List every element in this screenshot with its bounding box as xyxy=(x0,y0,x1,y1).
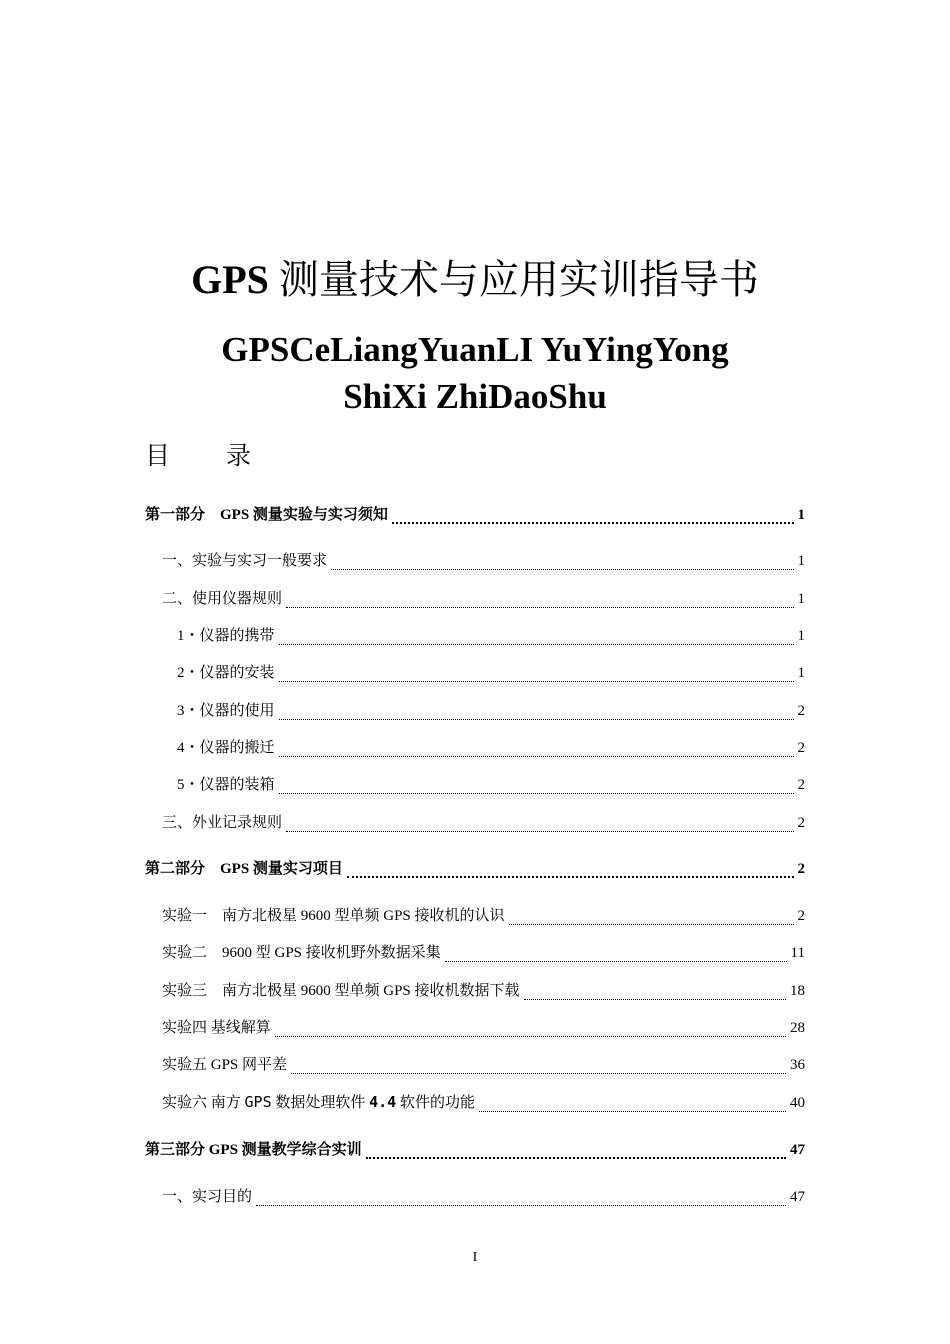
toc-entry-label: 二、使用仪器规则 xyxy=(162,591,283,607)
toc-leader-dots xyxy=(279,750,794,757)
toc-entry-page: 2 xyxy=(797,861,805,877)
toc-entry-page: 2 xyxy=(797,703,805,719)
toc-entry-label: 一、实习目的 xyxy=(162,1189,253,1205)
title-gps-prefix: GPS xyxy=(191,257,269,302)
toc-entry-label: 第二部分 GPS 测量实习项目 xyxy=(145,861,343,877)
toc-entry[interactable] xyxy=(162,1184,805,1210)
toc-entry-page: 1 xyxy=(797,591,805,607)
toc-leader-dots xyxy=(286,601,793,608)
toc-entry-page: 28 xyxy=(790,1020,805,1036)
page-number-footer: I xyxy=(472,1250,478,1265)
toc-entry-label: 3・仪器的使用 xyxy=(177,703,275,719)
toc-heading: 目 录 xyxy=(145,441,275,470)
toc-entry-page: 36 xyxy=(790,1057,805,1073)
toc-entry-label: 一、实验与实习一般要求 xyxy=(162,553,328,569)
toc-label-part: 实验六 南方 xyxy=(162,1095,245,1111)
toc-entry-page: 1 xyxy=(797,507,805,523)
toc-entry[interactable] xyxy=(177,623,805,649)
toc-label-part: 数据处理软件 xyxy=(271,1095,370,1111)
toc-entry-label: 2・仪器的安装 xyxy=(177,665,275,681)
toc-entry[interactable] xyxy=(162,1090,805,1116)
toc-entry-label: 实验二 9600 型 GPS 接收机野外数据采集 xyxy=(162,945,441,961)
toc-entry[interactable] xyxy=(162,978,805,1004)
toc-leader-dots xyxy=(524,993,786,1000)
toc-entry-label: 第三部分 GPS 测量教学综合实训 xyxy=(145,1142,362,1158)
toc-leader-dots xyxy=(331,563,793,570)
toc-entry-label: 第一部分 GPS 测量实验与实习须知 xyxy=(145,507,388,523)
toc-entry-page: 18 xyxy=(790,983,805,999)
toc-leader-dots xyxy=(256,1199,786,1206)
toc-leader-dots xyxy=(509,918,794,925)
toc-entry-label: 实验四 基线解算 xyxy=(162,1020,271,1036)
document-title-english-line1: GPSCeLiangYuanLI YuYingYong xyxy=(221,330,729,369)
document-title-chinese xyxy=(0,250,950,310)
toc-entry-label: 实验一 南方北极星 9600 型单频 GPS 接收机的认识 xyxy=(162,908,505,924)
toc-entry[interactable] xyxy=(145,502,805,528)
toc-leader-dots xyxy=(392,516,794,524)
toc-leader-dots xyxy=(275,1030,786,1037)
toc-entry[interactable] xyxy=(177,660,805,686)
toc-entry[interactable] xyxy=(162,1015,805,1041)
toc-entry-page: 1 xyxy=(797,665,805,681)
toc-leader-dots xyxy=(279,787,794,794)
toc-entry-label: 三、外业记录规则 xyxy=(162,815,283,831)
toc-entry-page: 1 xyxy=(797,553,805,569)
toc-entry-page: 1 xyxy=(797,628,805,644)
toc-entry[interactable] xyxy=(162,940,805,966)
toc-entry-label: 实验三 南方北极星 9600 型单频 GPS 接收机数据下载 xyxy=(162,983,520,999)
toc-leader-dots xyxy=(479,1105,786,1112)
toc-entry[interactable] xyxy=(162,1052,805,1078)
toc-entry-page: 47 xyxy=(790,1142,805,1158)
toc-leader-dots xyxy=(445,955,787,962)
toc-label-mono: GPS xyxy=(244,1093,272,1111)
toc-entry[interactable] xyxy=(177,698,805,724)
toc-entry-label: 4・仪器的搬迁 xyxy=(177,740,275,756)
toc-leader-dots xyxy=(279,638,794,645)
toc-entry-page: 2 xyxy=(797,777,805,793)
title-chinese-text: 测量技术与应用实训指导书 xyxy=(268,257,759,302)
toc-entry[interactable] xyxy=(177,735,805,761)
toc-leader-dots xyxy=(347,870,794,878)
toc-entry-label: 实验五 GPS 网平差 xyxy=(162,1057,288,1073)
toc-leader-dots xyxy=(291,1067,786,1074)
document-title-english-line2: ShiXi ZhiDaoShu xyxy=(343,377,607,416)
toc-entry-page: 2 xyxy=(797,908,805,924)
toc-leader-dots xyxy=(366,1151,786,1159)
toc-entry-page: 11 xyxy=(790,945,805,961)
toc-entry-label: 5・仪器的装箱 xyxy=(177,777,275,793)
toc-entry[interactable] xyxy=(162,548,805,574)
toc-label-part: 软件的功能 xyxy=(396,1095,475,1111)
toc-entry[interactable] xyxy=(162,810,805,836)
toc-leader-dots xyxy=(286,825,793,832)
toc-entry-label xyxy=(162,1089,475,1116)
toc-entry[interactable] xyxy=(145,1137,805,1163)
toc-leader-dots xyxy=(279,713,794,720)
toc-entry[interactable] xyxy=(162,586,805,612)
toc-entry-page: 2 xyxy=(797,815,805,831)
toc-entry[interactable] xyxy=(162,903,805,929)
toc-entry[interactable] xyxy=(177,772,805,798)
toc-entry-page: 2 xyxy=(797,740,805,756)
toc-entry[interactable] xyxy=(145,856,805,882)
toc-entry-label: 1・仪器的携带 xyxy=(177,628,275,644)
toc-label-mono: 4.4 xyxy=(369,1093,397,1111)
toc-entry-page: 47 xyxy=(790,1189,805,1205)
toc-entry-page: 40 xyxy=(790,1095,805,1111)
toc-leader-dots xyxy=(279,675,794,682)
